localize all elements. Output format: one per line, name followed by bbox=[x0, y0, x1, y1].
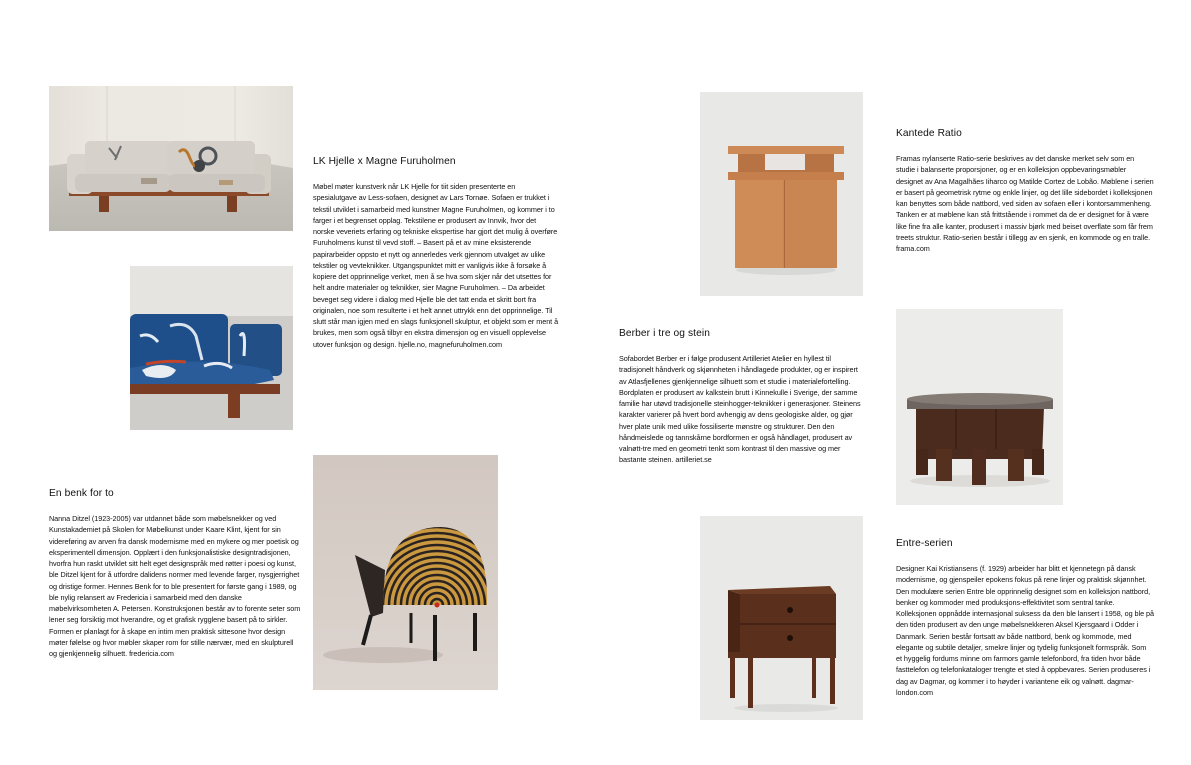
article-title: En benk for to bbox=[49, 488, 114, 499]
ratio-side-table-image bbox=[700, 92, 863, 296]
article-title: Berber i tre og stein bbox=[619, 328, 711, 339]
article-entre-serien bbox=[896, 538, 1154, 698]
sofa-blue-image bbox=[130, 266, 293, 430]
article-body: Møbel møter kunstverk når LK Hjelle for tiit siden presenterte en spesialutgave av Less-sofaen, designet av Lars Tornøe. Sofaen er trukket i tekstil utviklet i samarbeid med kunstner Magne Furuholmen, og kommer i to farger i et begrenset opplag. Tekstilene er produsert av Innvik, hvor det norske veveriets erfaring og tekniske ekspertise har gjort det mulig å overføre Furuholmens kunst til vevd stoff. – Basert på et av mine eksisterende papirarbeider oppsto et nytt og annerledes verk gjennom utvalget av ulike tekstiler og vevteknikker. Utgangspunktet mitt er vanligvis ikke å forsøke å kopiere det opprinnelige verket, men å se hva som skjer når det utsettes for helt andre materialer og teknikker, sier Magne Furuholmen. – Da arbeidet beveget seg videre i dialog med Hjelle ble det tatt enda et skritt bort fra originalen, noe som resulterte i et helt annet uttrykk enn det opprinnelige. Til slutt står man igjen med en slags funksjonell skulptur, et objekt som er ment å brukes, men som også tilbyr en ekstra dimensjon og en visuell opplevelse utover funksjon og design. hjelle.no, magnefuruholmen.com bbox=[313, 182, 559, 349]
article-title: LK Hjelle x Magne Furuholmen bbox=[313, 156, 456, 167]
sofa-patterned-image bbox=[49, 86, 293, 231]
article-lk-hjelle bbox=[313, 156, 559, 350]
article-title: Entre-serien bbox=[896, 538, 953, 549]
article-body: Nanna Ditzel (1923-2005) var utdannet både som møbelsnekker og ved Kunstakademiet på Skolen for Møbelkunst under Kaare Klint, kjent for sin videreføring av arven fra dansk modernisme med en mykere og mer poetisk og eksperimentell dimensjon. Opplært i den funksjonalistiske designtradisjonen, hvorfra hun raskt utviklet sitt helt eget designspråk med røtter i poesi og kunst, ble Ditzel kjent for å utfordre dalidens normer med levende farger, nysgjerrighet og dristige former. Hennes Benk for to ble presentert for første gang i 1989, og ble nylig relansert av Fredericia i samarbeid med den danske møbelvirksomheten A. Petersen. Konstruksjonen består av to forente seter som lener seg forsiktig mot hverandre, og et grafisk rygglene basert på to sirkler. Formen er planlagt for å skape en intim men praktisk sittesone hvor design møter følelse og hvor møbler skaper rom for stille nærvær, med en skulpturell og gjenkjennelig silhuett. fredericia.com bbox=[49, 514, 301, 658]
entre-nightstand-image bbox=[700, 516, 863, 720]
article-title: Kantede Ratio bbox=[896, 128, 962, 139]
article-benk-for-to bbox=[49, 488, 303, 659]
article-body: Framas nylanserte Ratio-serie beskrives av det danske merket selv som en studie i balanserte proporsjoner, og er en kolleksjon oppbevaringsmøbler designet av Ana Magalhães Iiharco og Matilde Cortez de Lobão. Møblene i serien er basert på geometrisk rytme og enkle linjer, og det lille sidebordet i kolleksjonen kan benyttes som både nattbord, ved siden av sofaen eller i kontorsammenheng. Tanken er at møblene kan stå frittstående i rommet da de er designet for å være like fine fra alle kanter, produsert i massiv bjørk med beiset overflate som får frem treets struktur. Ratio-serien består i tillegg av en sjenk, en kommode og en tralle. frama.com bbox=[896, 154, 1154, 253]
article-body: Sofabordet Berber er i følge produsent Artilleriet Atelier en hyllest til tradisjonelt håndverk og skjønnheten i håndlagede produkter, og er inspirert av Atlasfjellenes gjenkjennelige silhuett som et studie i materialefortelling. Bordplaten er produsert av kalkstein brutt i Kinnekulle i Sverige, der samme familie har utøvd tradisjonelle steinhogger-teknikker i generasjoner. Steinens karakter varierer på hvert bord avhengig av dens geologiske alder, og gjør hver plate unik med ulike fossiliserte mønstre og strukturer. Den den håndmeislede og tannskårne bordformen er også håndlaget, produsert av valnøtt-tre med en geometri tenkt som kontrast til den massive og mer bastante steinen. artilleriet.se bbox=[619, 354, 861, 465]
article-kantede-ratio bbox=[896, 128, 1154, 254]
article-body: Designer Kai Kristiansens (f. 1929) arbeider har blitt et kjennetegn på dansk modernisme, og gjenspeiler epokens fokus på rene linjer og praktisk skjønnhet. Den modulære serien Entre ble opprinnelig designet som en kolleksjon nattbord, benker og kommoder med produksjons-effektivitet som sentral tanke. Kolleksjonen oppnådde internasjonal suksess da den ble lansert i 1958, og ble på den tiden produsert av den unge møbelsnekkeren Aksel Kjersgaard i Odder i Danmark. Serien består fortsatt av både nattbord, benk og kommode, med elegante og subtile detaljer, smekre linjer og tydelig funksjonelt formspråk. Som et hyggelig fordums minne om farmors gamle telefonbord, fra tiden hvor både fasttelefon og telefonkataloger trengte et sted å oppbevares. Serien produseres i dag av Dagmar, og kommer i to høyder i variantene eik og valnøtt. dagmar-london.com bbox=[896, 564, 1154, 697]
benk-for-to-chair-image bbox=[313, 455, 498, 690]
article-berber bbox=[619, 328, 867, 466]
berber-coffee-table-image bbox=[896, 309, 1063, 505]
